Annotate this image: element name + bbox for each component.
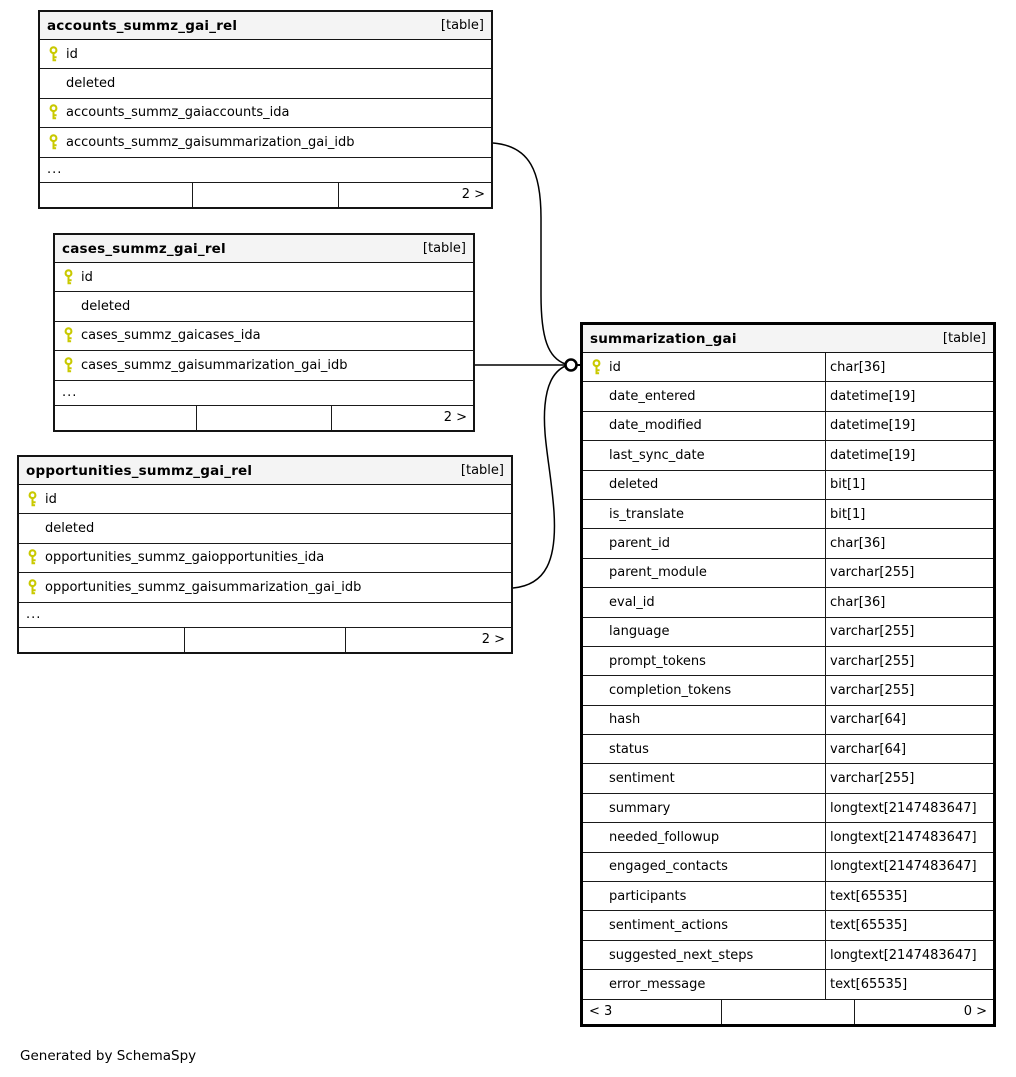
column-type: longtext[2147483647]	[825, 794, 993, 822]
column-type: datetime[19]	[825, 441, 993, 469]
column-name: language	[609, 624, 670, 640]
column-row	[583, 764, 993, 793]
table-type-badge: [table]	[460, 463, 504, 478]
column-name: eval_id	[609, 594, 655, 610]
column-name: completion_tokens	[609, 682, 732, 698]
column-row	[583, 911, 993, 940]
table-header	[55, 235, 473, 263]
column-type: varchar[64]	[825, 706, 993, 734]
table-name[interactable]: cases_summz_gai_rel	[62, 240, 226, 257]
column-type: varchar[255]	[825, 676, 993, 704]
table-header	[40, 12, 491, 40]
related-tables-count: 2 >	[461, 187, 486, 203]
column-row	[583, 882, 993, 911]
column-row	[583, 441, 993, 470]
column-name: sentiment	[609, 771, 675, 787]
footer-cell	[19, 628, 185, 652]
column-row	[583, 853, 993, 882]
column-name: hash	[609, 712, 641, 728]
primary-key-icon	[40, 46, 66, 63]
footer-cell	[40, 183, 193, 207]
table-type-badge: [table]	[440, 18, 484, 33]
column-type: varchar[64]	[825, 735, 993, 763]
column-type: varchar[255]	[825, 647, 993, 675]
table-footer	[40, 183, 491, 207]
column-type: bit[1]	[825, 471, 993, 499]
column-type: char[36]	[825, 588, 993, 616]
referencing-tables-count: < 3	[583, 1000, 722, 1024]
column-type: text[65535]	[825, 882, 993, 910]
footer-cell	[197, 406, 333, 430]
column-name: id	[609, 359, 621, 375]
column-type: char[36]	[825, 529, 993, 557]
column-type: bit[1]	[825, 500, 993, 528]
column-type: longtext[2147483647]	[825, 941, 993, 969]
column-name: accounts_summz_gaiaccounts_ida	[66, 105, 290, 121]
column-name: last_sync_date	[609, 447, 705, 463]
primary-key-icon	[583, 359, 609, 376]
column-name: suggested_next_steps	[609, 947, 754, 963]
column-name: parent_module	[609, 565, 707, 581]
table-type-badge: [table]	[422, 241, 466, 256]
column-row	[583, 647, 993, 676]
column-name: id	[45, 491, 57, 507]
column-row	[583, 823, 993, 852]
column-name: date_modified	[609, 418, 702, 434]
column-type: varchar[255]	[825, 764, 993, 792]
column-name: summary	[609, 800, 671, 816]
column-row	[583, 412, 993, 441]
column-row	[583, 500, 993, 529]
column-row	[40, 99, 491, 128]
table-card-cases-summz-gai-rel	[53, 233, 475, 432]
column-row	[583, 794, 993, 823]
column-name: prompt_tokens	[609, 653, 706, 669]
column-row	[55, 351, 473, 380]
column-row	[583, 735, 993, 764]
column-name: deleted	[45, 521, 95, 537]
column-type: longtext[2147483647]	[825, 853, 993, 881]
column-row	[19, 544, 511, 573]
table-name[interactable]: opportunities_summz_gai_rel	[26, 462, 253, 479]
column-name: deleted	[609, 477, 659, 493]
column-name: id	[66, 46, 78, 62]
column-name: deleted	[81, 299, 131, 315]
related-tables-count: 2 >	[443, 410, 468, 426]
column-row	[40, 69, 491, 98]
table-card-summarization-gai	[580, 322, 996, 1027]
column-name: deleted	[66, 76, 116, 92]
table-name[interactable]: accounts_summz_gai_rel	[47, 17, 238, 34]
table-header	[583, 325, 993, 353]
column-row	[583, 676, 993, 705]
primary-key-icon	[55, 269, 81, 286]
table-footer	[583, 1000, 993, 1024]
foreign-key-icon	[19, 549, 45, 566]
table-type-badge: [table]	[942, 331, 986, 346]
column-name: opportunities_summz_gaisummarization_gai_idb	[45, 579, 362, 595]
footer-cell	[55, 406, 197, 430]
column-row	[55, 322, 473, 351]
column-type: datetime[19]	[825, 412, 993, 440]
column-name: opportunities_summz_gaiopportunities_ida	[45, 550, 325, 566]
column-row	[19, 485, 511, 514]
column-row	[55, 263, 473, 292]
column-type: text[65535]	[825, 970, 993, 998]
table-header	[19, 457, 511, 485]
primary-key-icon	[19, 491, 45, 508]
column-row	[19, 573, 511, 602]
foreign-key-icon	[19, 579, 45, 596]
column-type: longtext[2147483647]	[825, 823, 993, 851]
table-card-accounts-summz-gai-rel	[38, 10, 493, 209]
column-name: is_translate	[609, 506, 684, 522]
column-name: cases_summz_gaisummarization_gai_idb	[81, 357, 348, 373]
column-row	[583, 559, 993, 588]
foreign-key-icon	[55, 327, 81, 344]
table-card-opportunities-summz-gai-rel	[17, 455, 513, 654]
column-row	[583, 529, 993, 558]
more-columns-ellipsis: ...	[19, 603, 511, 628]
table-footer	[55, 406, 473, 430]
column-name: status	[609, 741, 649, 757]
column-row	[583, 588, 993, 617]
more-columns-ellipsis: ...	[55, 381, 473, 406]
column-name: id	[81, 269, 93, 285]
related-tables-count: 0 >	[963, 1004, 987, 1020]
column-type: varchar[255]	[825, 559, 993, 587]
foreign-key-icon	[40, 104, 66, 121]
column-name: cases_summz_gaicases_ida	[81, 328, 261, 344]
column-row	[583, 941, 993, 970]
column-type: char[36]	[825, 353, 993, 381]
table-name[interactable]: summarization_gai	[590, 330, 737, 347]
relationship-line-accounts	[493, 143, 566, 364]
foreign-key-icon	[40, 134, 66, 151]
generated-by-note: Generated by SchemaSpy	[20, 1048, 197, 1064]
related-tables-count: 2 >	[481, 632, 505, 648]
column-row	[40, 40, 491, 69]
column-row	[583, 706, 993, 735]
column-name: error_message	[609, 976, 706, 992]
relationship-line-opportunities	[513, 366, 566, 588]
column-row	[583, 970, 993, 999]
column-name: engaged_contacts	[609, 859, 728, 875]
column-name: accounts_summz_gaisummarization_gai_idb	[66, 134, 355, 150]
footer-cell	[193, 183, 340, 207]
column-row	[583, 471, 993, 500]
foreign-key-icon	[55, 357, 81, 374]
more-columns-ellipsis: ...	[40, 158, 491, 183]
column-name: sentiment_actions	[609, 918, 729, 934]
column-row	[583, 382, 993, 411]
table-footer	[19, 628, 511, 652]
column-name: date_entered	[609, 389, 696, 405]
column-row	[19, 514, 511, 543]
column-row	[583, 618, 993, 647]
column-row	[55, 292, 473, 321]
column-type: datetime[19]	[825, 382, 993, 410]
column-row	[583, 353, 993, 382]
column-name: needed_followup	[609, 829, 720, 845]
column-name: parent_id	[609, 536, 670, 552]
footer-cell	[185, 628, 345, 652]
column-row	[40, 128, 491, 157]
footer-cell	[722, 1000, 855, 1024]
zero-one-connector-icon	[566, 360, 577, 371]
column-type: varchar[255]	[825, 618, 993, 646]
column-type: text[65535]	[825, 911, 993, 939]
column-name: participants	[609, 888, 687, 904]
